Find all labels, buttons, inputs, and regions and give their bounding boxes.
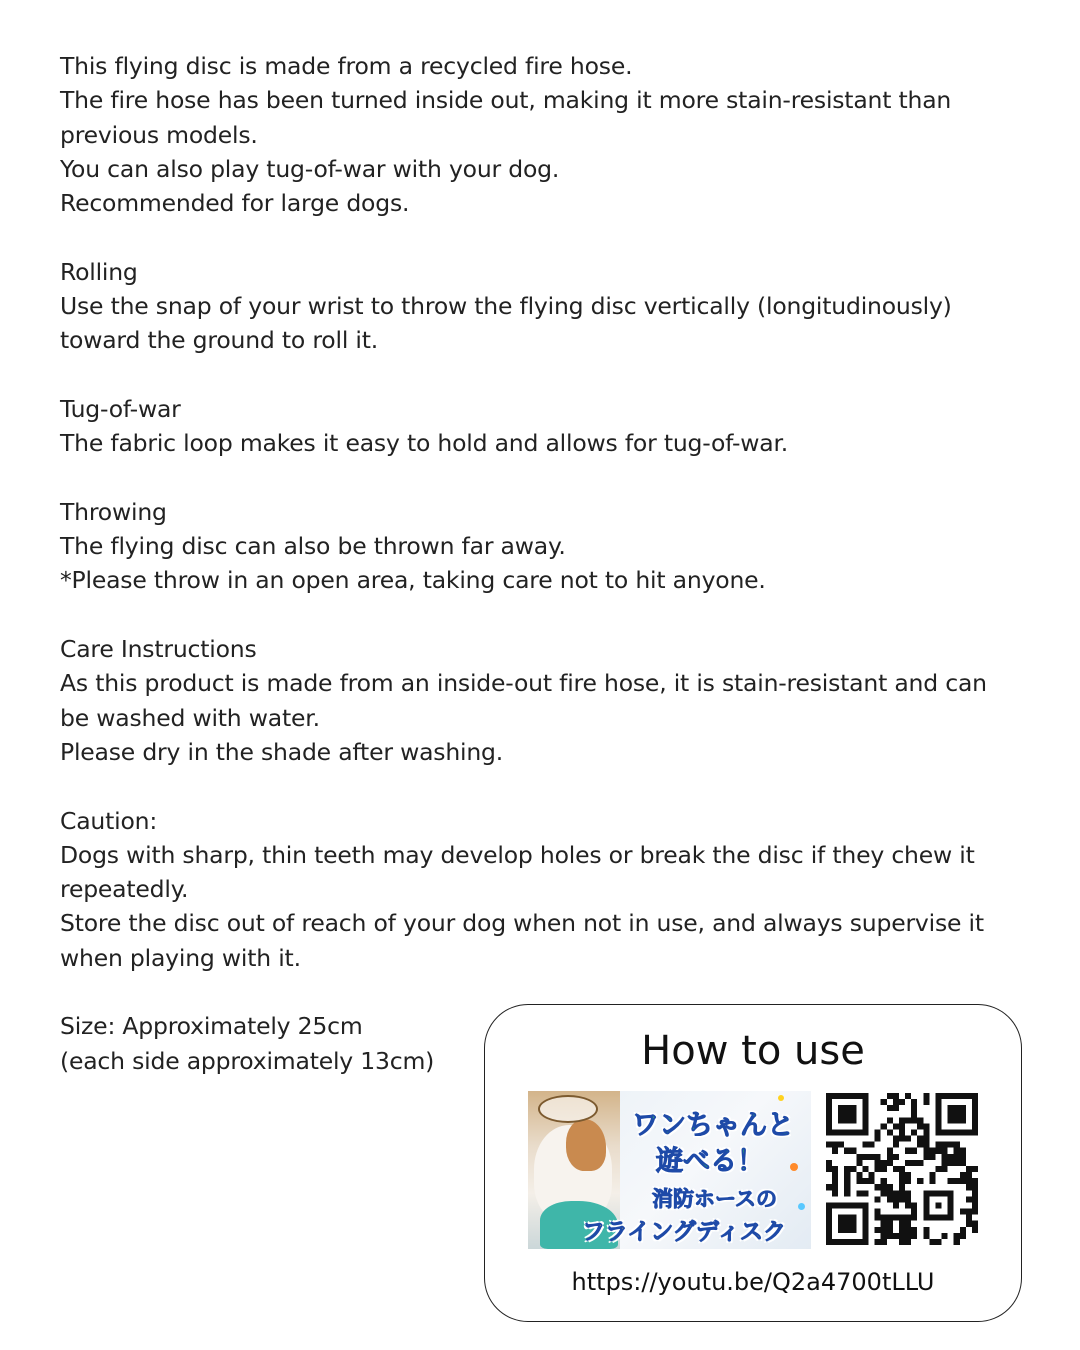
- intro-line: Recommended for large dogs.: [60, 189, 410, 218]
- qr-module: [923, 1227, 929, 1233]
- qr-module: [942, 1148, 948, 1154]
- qr-code-icon[interactable]: [826, 1093, 978, 1245]
- qr-module: [887, 1190, 893, 1196]
- care-section: [60, 632, 1020, 769]
- qr-module: [893, 1105, 899, 1111]
- qr-module: [942, 1154, 948, 1160]
- qr-module: [923, 1233, 929, 1239]
- qr-module: [881, 1215, 887, 1221]
- qr-module: [893, 1136, 899, 1142]
- qr-module: [899, 1172, 905, 1178]
- qr-module: [869, 1178, 875, 1184]
- how-to-use-title: How to use: [641, 1028, 865, 1074]
- qr-module: [881, 1227, 887, 1233]
- qr-module: [826, 1142, 832, 1148]
- qr-module: [881, 1233, 887, 1239]
- qr-module: [887, 1227, 893, 1233]
- qr-module: [960, 1160, 966, 1166]
- qr-module: [905, 1227, 911, 1233]
- qr-module: [844, 1148, 850, 1154]
- intro-line: You can also play tug-of-war with your dog.: [60, 154, 560, 183]
- qr-module: [899, 1099, 905, 1105]
- qr-module: [917, 1123, 923, 1129]
- qr-module: [899, 1233, 905, 1239]
- qr-module: [832, 1184, 838, 1190]
- qr-module: [887, 1093, 893, 1099]
- thumbnail-text-line: フライングディスク: [582, 1219, 787, 1245]
- qr-module: [893, 1099, 899, 1105]
- qr-module: [966, 1184, 972, 1190]
- qr-module: [899, 1166, 905, 1172]
- qr-module: [929, 1239, 935, 1245]
- qr-module: [972, 1178, 978, 1184]
- qr-module: [899, 1221, 905, 1227]
- qr-module: [966, 1166, 972, 1172]
- tug-section: [60, 392, 1020, 461]
- qr-module: [905, 1233, 911, 1239]
- qr-module: [935, 1202, 941, 1208]
- qr-module: [844, 1172, 850, 1178]
- qr-module: [972, 1221, 978, 1227]
- caution-section: [60, 804, 1020, 975]
- qr-module: [960, 1233, 966, 1239]
- qr-module: [935, 1148, 941, 1154]
- qr-module: [966, 1221, 972, 1227]
- qr-module: [935, 1142, 941, 1148]
- qr-module: [905, 1117, 911, 1123]
- qr-module: [875, 1136, 881, 1142]
- qr-module: [905, 1239, 911, 1245]
- qr-module: [911, 1202, 917, 1208]
- qr-module: [966, 1215, 972, 1221]
- qr-module: [893, 1202, 899, 1208]
- qr-module: [929, 1172, 935, 1178]
- qr-module: [887, 1129, 893, 1135]
- qr-module: [862, 1178, 868, 1184]
- qr-module: [844, 1184, 850, 1190]
- video-thumbnail[interactable]: [528, 1091, 811, 1249]
- qr-module: [917, 1117, 923, 1123]
- qr-module: [838, 1142, 844, 1148]
- intro-line: The fire hose has been turned inside out, making it more stain-resistant than previous models.: [60, 86, 952, 149]
- qr-module: [875, 1227, 881, 1233]
- qr-module: [893, 1190, 899, 1196]
- qr-module: [887, 1160, 893, 1166]
- qr-module: [893, 1093, 899, 1099]
- throwing-heading: Throwing: [60, 497, 167, 526]
- qr-module: [954, 1233, 960, 1239]
- tug-heading: Tug-of-war: [60, 394, 181, 423]
- caution-heading: Caution:: [60, 806, 158, 835]
- qr-module: [881, 1190, 887, 1196]
- qr-module: [887, 1117, 893, 1123]
- qr-module: [875, 1196, 881, 1202]
- qr-module: [875, 1154, 881, 1160]
- qr-module: [832, 1166, 838, 1172]
- qr-module: [905, 1172, 911, 1178]
- qr-module: [917, 1136, 923, 1142]
- qr-module: [966, 1196, 972, 1202]
- qr-module: [881, 1239, 887, 1245]
- qr-module: [838, 1105, 856, 1123]
- qr-module: [887, 1233, 893, 1239]
- qr-module: [911, 1160, 917, 1166]
- qr-module: [905, 1196, 911, 1202]
- qr-module: [899, 1215, 905, 1221]
- qr-module: [875, 1166, 881, 1172]
- caution-text: Dogs with sharp, thin teeth may develop holes or break the disc if they chew it repeatedly.: [60, 840, 975, 904]
- qr-module: [869, 1154, 875, 1160]
- qr-module: [832, 1142, 838, 1148]
- qr-module: [905, 1148, 911, 1154]
- qr-module: [899, 1196, 905, 1202]
- qr-module: [899, 1136, 905, 1142]
- care-text: Please dry in the shade after washing.: [60, 737, 504, 766]
- qr-module: [899, 1178, 905, 1184]
- qr-module: [966, 1178, 972, 1184]
- qr-module: [972, 1166, 978, 1172]
- qr-module: [856, 1154, 862, 1160]
- care-text: As this product is made from an inside-out fire hose, it is stain-resistant and can be washed with water.: [60, 669, 987, 732]
- qr-module: [948, 1105, 966, 1123]
- intro-paragraph: [60, 49, 1020, 220]
- qr-module: [960, 1172, 966, 1178]
- qr-module: [966, 1209, 972, 1215]
- decor-dot: [790, 1163, 798, 1171]
- qr-module: [954, 1154, 960, 1160]
- qr-module: [911, 1209, 917, 1215]
- qr-module: [935, 1239, 941, 1245]
- qr-module: [911, 1105, 917, 1111]
- qr-module: [881, 1166, 887, 1172]
- qr-module: [923, 1099, 929, 1105]
- qr-module: [869, 1142, 875, 1148]
- qr-module: [905, 1202, 911, 1208]
- qr-module: [832, 1172, 838, 1178]
- rolling-heading: Rolling: [60, 257, 138, 286]
- qr-module: [875, 1129, 881, 1135]
- qr-module: [942, 1233, 948, 1239]
- qr-module: [856, 1178, 862, 1184]
- qr-module: [826, 1166, 832, 1172]
- qr-module: [887, 1215, 893, 1221]
- qr-module: [893, 1215, 899, 1221]
- qr-module: [887, 1105, 893, 1111]
- qr-module: [881, 1178, 887, 1184]
- qr-module: [850, 1148, 856, 1154]
- qr-module: [960, 1227, 966, 1233]
- qr-module: [899, 1184, 905, 1190]
- throwing-text: The flying disc can also be thrown far away.: [60, 532, 566, 561]
- shop-logo: [538, 1095, 598, 1123]
- qr-module: [899, 1123, 905, 1129]
- decor-dot: [778, 1095, 784, 1101]
- qr-module: [948, 1142, 954, 1148]
- qr-module: [887, 1154, 893, 1160]
- qr-module: [899, 1117, 905, 1123]
- qr-module: [875, 1160, 881, 1166]
- qr-module: [972, 1196, 978, 1202]
- qr-module: [881, 1221, 887, 1227]
- qr-module: [875, 1209, 881, 1215]
- qr-module: [887, 1184, 893, 1190]
- size-detail: (each side approximately 13cm): [60, 1046, 435, 1075]
- qr-module: [862, 1190, 868, 1196]
- qr-module: [929, 1154, 935, 1160]
- qr-module: [893, 1142, 899, 1148]
- qr-module: [856, 1172, 862, 1178]
- qr-module: [923, 1093, 929, 1099]
- qr-module: [923, 1142, 929, 1148]
- qr-module: [905, 1160, 911, 1166]
- qr-module: [905, 1221, 911, 1227]
- qr-module: [826, 1160, 832, 1166]
- caution-text: Store the disc out of reach of your dog when not in use, and always supervise it when playing with it.: [60, 909, 984, 972]
- qr-module: [850, 1166, 856, 1172]
- qr-module: [923, 1123, 929, 1129]
- tug-text: The fabric loop makes it easy to hold and allows for tug-of-war.: [60, 429, 789, 458]
- qr-module: [899, 1239, 905, 1245]
- throwing-note: *Please throw in an open area, taking care not to hit anyone.: [60, 566, 766, 595]
- product-description: [60, 49, 1020, 1112]
- throwing-section: [60, 495, 1020, 598]
- qr-module: [862, 1154, 868, 1160]
- qr-module: [972, 1227, 978, 1233]
- qr-module: [905, 1215, 911, 1221]
- qr-module: [911, 1099, 917, 1105]
- qr-module: [881, 1160, 887, 1166]
- qr-module: [875, 1215, 881, 1221]
- qr-module: [960, 1209, 966, 1215]
- qr-module: [899, 1190, 905, 1196]
- qr-module: [942, 1160, 948, 1166]
- qr-module: [881, 1099, 887, 1105]
- qr-module: [832, 1178, 838, 1184]
- qr-module: [972, 1209, 978, 1215]
- qr-module: [899, 1129, 905, 1135]
- video-url[interactable]: https://youtu.be/Q2a4700tLLU: [571, 1268, 935, 1296]
- qr-module: [905, 1093, 911, 1099]
- qr-module: [948, 1160, 954, 1166]
- rolling-section: [60, 255, 1020, 358]
- qr-module: [954, 1142, 960, 1148]
- qr-module: [923, 1154, 929, 1160]
- thumbnail-text-line: 消防ホースの: [652, 1187, 777, 1211]
- qr-module: [929, 1178, 935, 1184]
- qr-module: [875, 1239, 881, 1245]
- qr-module: [948, 1154, 954, 1160]
- qr-module: [881, 1184, 887, 1190]
- qr-module: [862, 1166, 868, 1172]
- qr-module: [929, 1148, 935, 1154]
- qr-module: [942, 1142, 948, 1148]
- qr-module: [869, 1172, 875, 1178]
- qr-module: [954, 1178, 960, 1184]
- qr-module: [844, 1178, 850, 1184]
- care-heading: Care Instructions: [60, 635, 257, 664]
- qr-module: [960, 1178, 966, 1184]
- qr-module: [917, 1142, 923, 1148]
- qr-module: [948, 1178, 954, 1184]
- qr-module: [887, 1148, 893, 1154]
- qr-module: [826, 1184, 832, 1190]
- qr-module: [917, 1160, 923, 1166]
- qr-module: [911, 1233, 917, 1239]
- qr-module: [893, 1233, 899, 1239]
- qr-module: [972, 1184, 978, 1190]
- qr-module: [960, 1154, 966, 1160]
- qr-module: [960, 1148, 966, 1154]
- qr-module: [887, 1221, 893, 1227]
- qr-module: [832, 1190, 838, 1196]
- size-line: Size: Approximately 25cm: [60, 1012, 363, 1041]
- qr-module: [954, 1160, 960, 1166]
- qr-module: [911, 1227, 917, 1233]
- qr-module: [856, 1160, 862, 1166]
- qr-module: [942, 1166, 948, 1172]
- qr-module: [905, 1190, 911, 1196]
- qr-module: [954, 1239, 960, 1245]
- qr-module: [911, 1129, 917, 1135]
- qr-module: [966, 1172, 972, 1178]
- qr-module: [875, 1184, 881, 1190]
- qr-module: [844, 1190, 850, 1196]
- qr-module: [911, 1117, 917, 1123]
- qr-module: [905, 1136, 911, 1142]
- qr-module: [923, 1129, 929, 1135]
- qr-module: [911, 1215, 917, 1221]
- qr-module: [935, 1166, 941, 1172]
- qr-module: [893, 1166, 899, 1172]
- qr-module: [832, 1148, 838, 1154]
- decor-dot: [798, 1203, 805, 1210]
- thumbnail-text-line: ワンちゃんと: [632, 1110, 794, 1141]
- qr-module: [905, 1178, 911, 1184]
- qr-module: [972, 1190, 978, 1196]
- qr-module: [844, 1166, 850, 1172]
- rolling-text: Use the snap of your wrist to throw the flying disc vertically (longitudinously) toward the ground to roll it.: [60, 292, 952, 355]
- qr-module: [893, 1123, 899, 1129]
- qr-module: [893, 1196, 899, 1202]
- dog-ear-shape: [566, 1119, 606, 1171]
- qr-module: [911, 1111, 917, 1117]
- qr-module: [911, 1148, 917, 1154]
- qr-module: [972, 1202, 978, 1208]
- qr-module: [856, 1190, 862, 1196]
- thumbnail-text-line: 遊べる！: [656, 1146, 764, 1177]
- qr-module: [838, 1215, 856, 1233]
- qr-module: [862, 1142, 868, 1148]
- qr-module: [899, 1227, 905, 1233]
- qr-module: [923, 1148, 929, 1154]
- intro-line: This flying disc is made from a recycled fire hose.: [60, 52, 633, 80]
- qr-module: [954, 1148, 960, 1154]
- qr-module: [893, 1154, 899, 1160]
- qr-module: [881, 1123, 887, 1129]
- qr-module: [887, 1196, 893, 1202]
- qr-module: [923, 1136, 929, 1142]
- qr-module: [917, 1178, 923, 1184]
